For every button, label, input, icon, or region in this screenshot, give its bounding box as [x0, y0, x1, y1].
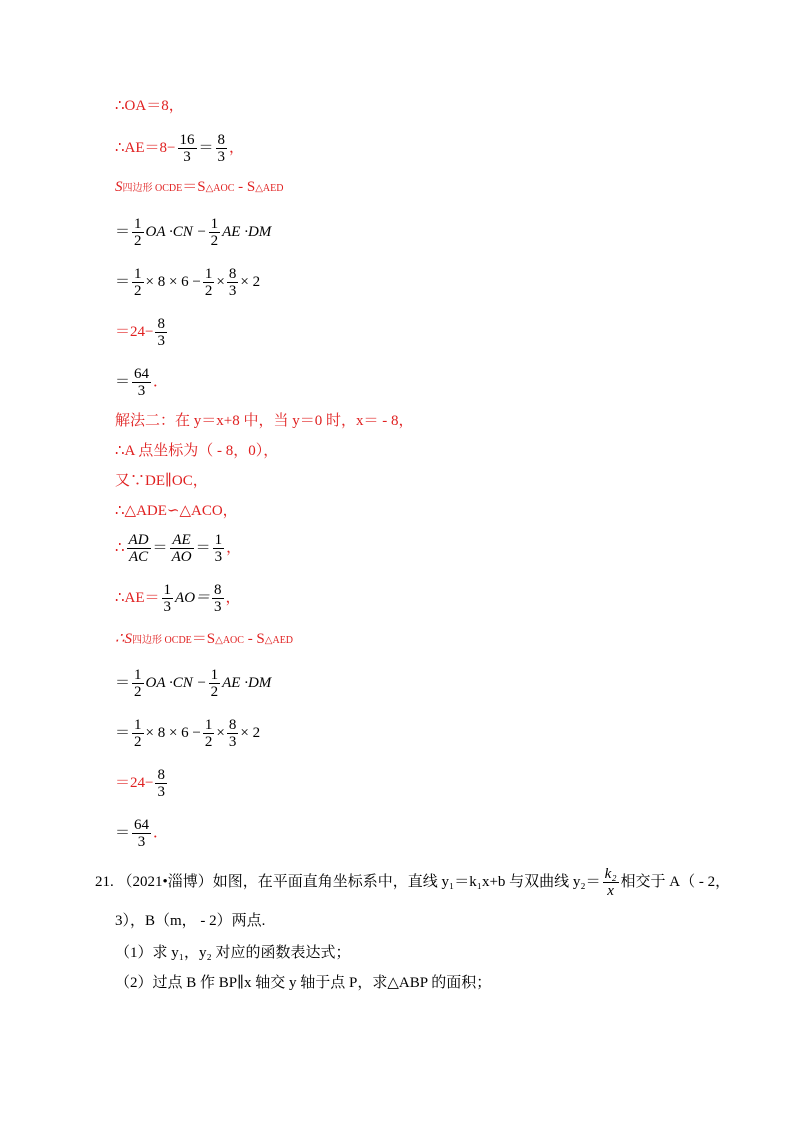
- fraction-denominator: 3: [228, 283, 237, 299]
- fraction-numerator: 64: [134, 366, 150, 382]
- expression: AO＝: [175, 589, 211, 606]
- area2-step-1: [115, 667, 271, 700]
- question-1: [115, 944, 350, 962]
- fraction-numerator: 8: [157, 767, 165, 783]
- equals: ＝: [115, 373, 131, 390]
- fraction: [132, 266, 144, 299]
- method2-intro: [115, 412, 413, 430]
- ae2-line: [115, 582, 241, 615]
- ae-prefix: ∴AE＝: [115, 589, 160, 606]
- fraction-denominator: 3: [157, 784, 165, 800]
- fraction-numerator: 8: [228, 717, 237, 733]
- fraction-denominator: 2: [134, 684, 142, 700]
- area-minus: - S: [243, 631, 265, 647]
- period: ．: [153, 373, 169, 390]
- times: ×: [216, 724, 225, 741]
- fraction-denominator: 2: [210, 684, 219, 700]
- problem-text: 相交于 A（ - 2，: [620, 873, 731, 890]
- fraction: [155, 316, 167, 349]
- fraction-denominator: AO: [171, 549, 192, 565]
- area-symbol: S: [115, 179, 123, 195]
- problem-source: （2021•淄博）: [117, 873, 213, 890]
- fraction-numerator: 8: [157, 316, 165, 332]
- fraction: [203, 266, 215, 299]
- problem-number: 21.: [95, 873, 114, 890]
- fraction: [227, 717, 239, 750]
- fraction-numerator: 8: [217, 132, 226, 148]
- area-subscript: △AED: [255, 183, 284, 194]
- times: ×: [216, 273, 225, 290]
- fraction-denominator: 3: [217, 149, 226, 165]
- area-minus: - S: [234, 179, 256, 195]
- equals: ＝: [115, 223, 131, 240]
- fraction-numerator: 8: [228, 266, 237, 282]
- fraction-numerator: k₂: [604, 866, 617, 882]
- fraction: [216, 132, 228, 165]
- area-subscript: △AED: [264, 635, 294, 646]
- area-result: [115, 366, 168, 399]
- fraction: [132, 817, 151, 850]
- area-subscript: 四边形 OCDE: [132, 635, 192, 646]
- equals: ＝: [152, 539, 168, 556]
- fraction-denominator: 3: [163, 599, 172, 615]
- fraction-numerator: 64: [134, 817, 150, 833]
- question-2-text: （2）过点 B 作 BP∥x 轴交 y 轴于点 P，求△ABP 的面积；: [115, 975, 492, 991]
- fraction-denominator: x: [603, 882, 619, 899]
- area-equals: ＝S: [191, 631, 216, 647]
- equals: ＝: [195, 539, 211, 556]
- fraction-denominator: 2: [134, 283, 142, 299]
- expression: AE ·DM: [222, 674, 272, 691]
- expression: × 2: [240, 724, 261, 741]
- expression: OA ·CN −: [145, 674, 207, 691]
- fraction: [162, 582, 174, 615]
- question-1-text: （1）求 y₁，y₂ 对应的函数表达式；: [115, 945, 351, 961]
- fraction-numerator: 1: [134, 717, 142, 733]
- area-step-3: [115, 316, 169, 349]
- fraction-denominator: 3: [132, 833, 151, 850]
- area-symbol: ∴S: [115, 631, 133, 647]
- suffix: ，: [229, 139, 245, 156]
- expression: OA ·CN −: [145, 223, 207, 240]
- fraction-denominator: 2: [210, 233, 219, 249]
- fraction-denominator: 3: [132, 382, 151, 399]
- fraction: [127, 532, 151, 565]
- fraction-numerator: 8: [214, 582, 222, 598]
- fraction-numerator: 1: [204, 717, 213, 733]
- fraction-numerator: 1: [163, 582, 172, 598]
- equals: ＝: [198, 139, 214, 156]
- area-def-line: [115, 178, 283, 198]
- expression: ＝24−: [115, 774, 154, 791]
- oa-line: [115, 97, 184, 115]
- similar-text: ∴△ADE∽△ACO，: [115, 503, 238, 519]
- area2-result: [115, 817, 168, 850]
- expression: × 8 × 6 −: [145, 724, 201, 741]
- fraction-denominator: 2: [134, 734, 142, 750]
- expression: × 8 × 6 −: [145, 273, 201, 290]
- fraction: [132, 366, 151, 399]
- a-point-line: [115, 442, 278, 460]
- expression: × 2: [240, 273, 261, 290]
- fraction: [132, 216, 144, 249]
- fraction: [170, 532, 194, 565]
- suffix: ，: [226, 539, 242, 556]
- parallel-text: 又∵DE∥OC，: [115, 473, 208, 489]
- problem-text: 3），B（m， - 2）两点.: [115, 913, 266, 929]
- ratio-line: [115, 532, 241, 565]
- fraction-numerator: 1: [134, 266, 142, 282]
- fraction: [203, 717, 215, 750]
- similar-line: [115, 502, 238, 520]
- fraction: [227, 266, 239, 299]
- problem-21-line-2: [115, 912, 265, 930]
- oa-text: ∴OA＝8，: [115, 98, 184, 114]
- expression: ＝24−: [115, 323, 154, 340]
- area-step-2: [115, 266, 260, 299]
- area-subscript: △AOC: [215, 635, 244, 646]
- fraction-denominator: 3: [214, 549, 223, 565]
- fraction-numerator: 1: [214, 532, 223, 548]
- fraction-denominator: 2: [204, 734, 213, 750]
- area-equals: ＝S: [182, 179, 206, 195]
- equals: ＝: [115, 273, 131, 290]
- area2-def-line: [115, 630, 293, 650]
- fraction-denominator: 3: [228, 734, 237, 750]
- fraction: [603, 866, 619, 899]
- fraction: [209, 216, 221, 249]
- fraction-numerator: 1: [134, 216, 142, 232]
- fraction-numerator: AD: [128, 532, 149, 548]
- ae-prefix: ∴AE＝8−: [115, 139, 176, 156]
- fraction-denominator: 2: [134, 233, 142, 249]
- fraction: [213, 532, 225, 565]
- fraction-numerator: AE: [172, 532, 191, 548]
- expression: AE ·DM: [222, 223, 272, 240]
- equals: ＝: [115, 674, 131, 691]
- fraction-numerator: 1: [204, 266, 213, 282]
- equals: ＝: [115, 724, 131, 741]
- parallel-line: [115, 472, 208, 490]
- fraction: [178, 132, 197, 165]
- equals: ＝: [115, 824, 131, 841]
- period: ．: [153, 824, 169, 841]
- fraction-denominator: 2: [204, 283, 213, 299]
- fraction: [132, 717, 144, 750]
- fraction-denominator: 3: [157, 333, 165, 349]
- method2-intro-text: 解法二：在 y＝x+8 中，当 y＝0 时，x＝ - 8，: [115, 413, 414, 429]
- ae-line: [115, 132, 244, 165]
- area-step-1: [115, 216, 271, 249]
- fraction-numerator: 16: [179, 132, 195, 148]
- fraction-denominator: 3: [178, 148, 197, 165]
- area-subscript: 四边形 OCDE: [122, 183, 183, 194]
- fraction-numerator: 1: [210, 667, 219, 683]
- area2-step-2: [115, 717, 260, 750]
- a-point-text: ∴A 点坐标为（ - 8，0），: [115, 443, 279, 459]
- fraction: [155, 767, 167, 800]
- fraction: [132, 667, 144, 700]
- area2-step-3: [115, 767, 169, 800]
- fraction-numerator: 1: [210, 216, 219, 232]
- question-2: [115, 974, 491, 992]
- area-subscript: △AOC: [205, 183, 235, 194]
- problem-21-line-1: [95, 866, 730, 899]
- fraction-numerator: 1: [134, 667, 142, 683]
- fraction-denominator: AC: [127, 548, 151, 565]
- fraction-denominator: 3: [214, 599, 222, 615]
- fraction: [209, 667, 221, 700]
- suffix: ，: [225, 589, 241, 606]
- problem-text: 如图，在平面直角坐标系中，直线 y₁＝k₁x+b 与双曲线 y₂＝: [212, 873, 601, 890]
- therefore: ∴: [115, 539, 125, 556]
- fraction: [212, 582, 224, 615]
